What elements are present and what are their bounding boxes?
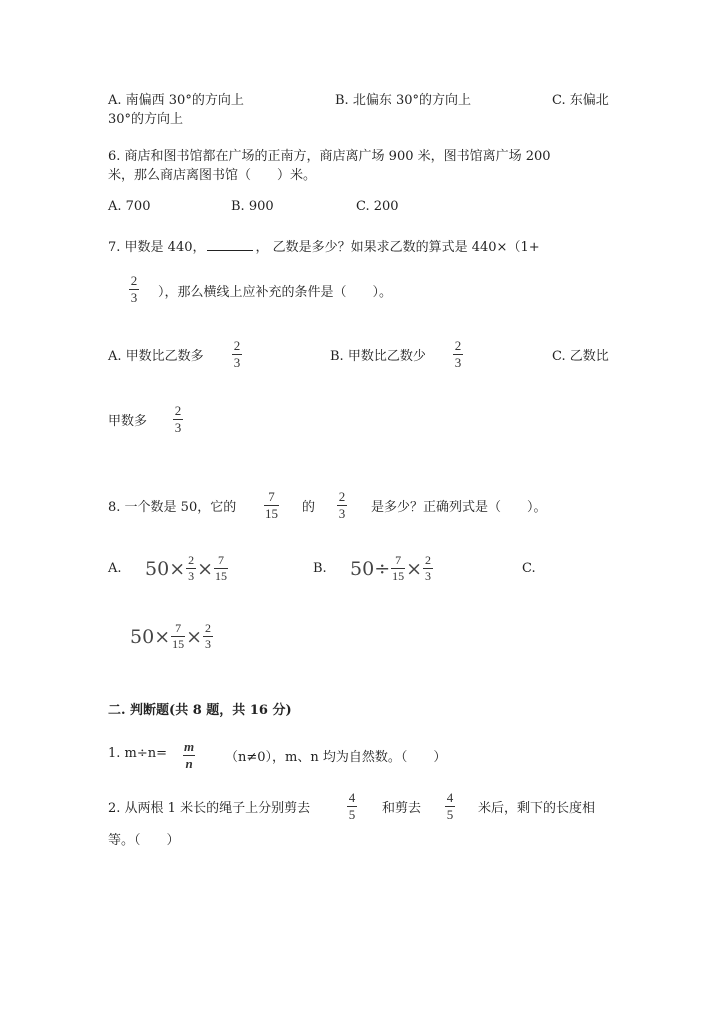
- q7-option-a: A. 甲数比乙数多: [108, 349, 204, 364]
- q5-option-c-continued: 30°的方向上: [108, 112, 184, 127]
- fraction-denominator: 3: [454, 355, 462, 370]
- q7-option-c-fraction: [173, 404, 183, 435]
- fraction-numerator: 2: [205, 621, 212, 635]
- judge1-text-start: 1. m÷n=: [108, 746, 168, 761]
- fraction-numerator: m: [184, 739, 195, 754]
- q7-option-a-fraction: [232, 339, 242, 370]
- fraction-numerator: 7: [395, 553, 402, 567]
- q6-option-a: A. 700: [108, 199, 151, 214]
- expression-fraction-2: [203, 622, 213, 651]
- q8-fraction-1: [264, 490, 279, 521]
- q7-fraction: [129, 274, 139, 305]
- fraction-numerator: 7: [175, 621, 182, 635]
- fraction-numerator: 2: [454, 338, 462, 353]
- q6-text-line2: 米，那么商店离图书馆（ ）米。: [108, 168, 317, 183]
- fraction-denominator: 15: [392, 569, 405, 583]
- fraction-numerator: 7: [218, 553, 225, 567]
- expression-number: 50: [350, 557, 375, 580]
- q7-answer-blank: [207, 238, 253, 251]
- judge2-text-middle: 和剪去: [382, 801, 422, 816]
- q6-text-line1: 6. 商店和图书馆都在广场的正南方，商店离广场 900 米，图书馆离广场 200: [108, 149, 551, 164]
- expression-fraction-2: [214, 554, 228, 583]
- multiply-sign: ×: [197, 557, 214, 580]
- fraction-denominator: 3: [425, 569, 432, 583]
- fraction-numerator: 2: [425, 553, 432, 567]
- q7-option-b-fraction: [453, 339, 463, 370]
- judge2-fraction-1: [347, 791, 357, 822]
- fraction-denominator: 3: [233, 355, 241, 370]
- fraction-denominator: 3: [338, 506, 346, 521]
- expression-fraction-1: [171, 622, 185, 651]
- judge1-fraction: [183, 740, 195, 771]
- q7-option-b: B. 甲数比乙数少: [330, 349, 426, 364]
- fraction-numerator: 4: [446, 790, 454, 805]
- fraction-denominator: 3: [205, 637, 212, 651]
- q7-text-end: ， 乙数是多少？如果求乙数的算式是 440×（1+: [255, 240, 540, 255]
- q8-option-c-label: C.: [522, 561, 536, 576]
- fraction-denominator: 15: [172, 637, 185, 651]
- fraction-numerator: 4: [348, 790, 356, 805]
- q8-option-b-expression: [350, 554, 434, 583]
- fraction-numerator: 2: [338, 489, 346, 504]
- q7-text-line1: [108, 236, 540, 255]
- fraction-denominator: 3: [130, 290, 138, 305]
- expression-number: 50: [145, 557, 170, 580]
- q6-option-c: C. 200: [356, 199, 399, 214]
- section-heading: 二. 判断题(共 8 题，共 16 分): [108, 703, 292, 718]
- q7-option-c: C. 乙数比: [552, 349, 609, 364]
- multiply-sign: ×: [186, 625, 203, 648]
- q8-option-c-expression: [130, 622, 214, 651]
- q8-fraction-2: [337, 490, 347, 521]
- multiply-sign: ×: [169, 557, 186, 580]
- expression-fraction-2: [423, 554, 433, 583]
- judge2-text-line2: 等。（ ）: [108, 833, 180, 848]
- q8-text-end: 是多少？正确列式是（ ）。: [371, 500, 547, 515]
- fraction-denominator: 15: [215, 569, 228, 583]
- q8-option-b-label: B.: [313, 561, 327, 576]
- q5-option-b: B. 北偏东 30°的方向上: [335, 93, 471, 108]
- judge2-fraction-2: [445, 791, 455, 822]
- q7-option-c-continued: 甲数多: [108, 414, 148, 429]
- q6-option-b: B. 900: [231, 199, 274, 214]
- fraction-denominator: 15: [265, 506, 278, 521]
- fraction-denominator: 5: [446, 807, 454, 822]
- fraction-numerator: 2: [188, 553, 195, 567]
- expression-fraction-1: [186, 554, 196, 583]
- judge2-text-end: 米后，剩下的长度相: [478, 801, 596, 816]
- multiply-sign: ×: [154, 625, 171, 648]
- fraction-denominator: 5: [348, 807, 356, 822]
- judge1-text-end: （n≠0），m、n 均为自然数。（ ）: [225, 750, 447, 765]
- q8-text-middle: 的: [302, 500, 316, 515]
- divide-sign: ÷: [374, 557, 391, 580]
- fraction-numerator: 7: [268, 489, 275, 504]
- q7-text-start: 7. 甲数是 440，: [108, 240, 206, 255]
- q7-text-line2: ），那么横线上应补充的条件是（ ）。: [158, 285, 393, 300]
- fraction-denominator: n: [185, 756, 193, 771]
- q8-text-start: 8. 一个数是 50，它的: [108, 500, 237, 515]
- fraction-numerator: 2: [174, 403, 182, 418]
- expression-fraction-1: [391, 554, 405, 583]
- multiply-sign: ×: [406, 557, 423, 580]
- q8-option-a-expression: [145, 554, 229, 583]
- fraction-denominator: 3: [174, 420, 182, 435]
- q8-option-a-label: A.: [108, 561, 122, 576]
- judge2-text-start: 2. 从两根 1 米长的绳子上分别剪去: [108, 801, 311, 816]
- q5-option-c: C. 东偏北: [552, 93, 609, 108]
- fraction-numerator: 2: [233, 338, 241, 353]
- fraction-numerator: 2: [130, 273, 138, 288]
- expression-number: 50: [130, 625, 155, 648]
- q5-option-a: A. 南偏西 30°的方向上: [108, 93, 244, 108]
- fraction-denominator: 3: [188, 569, 195, 583]
